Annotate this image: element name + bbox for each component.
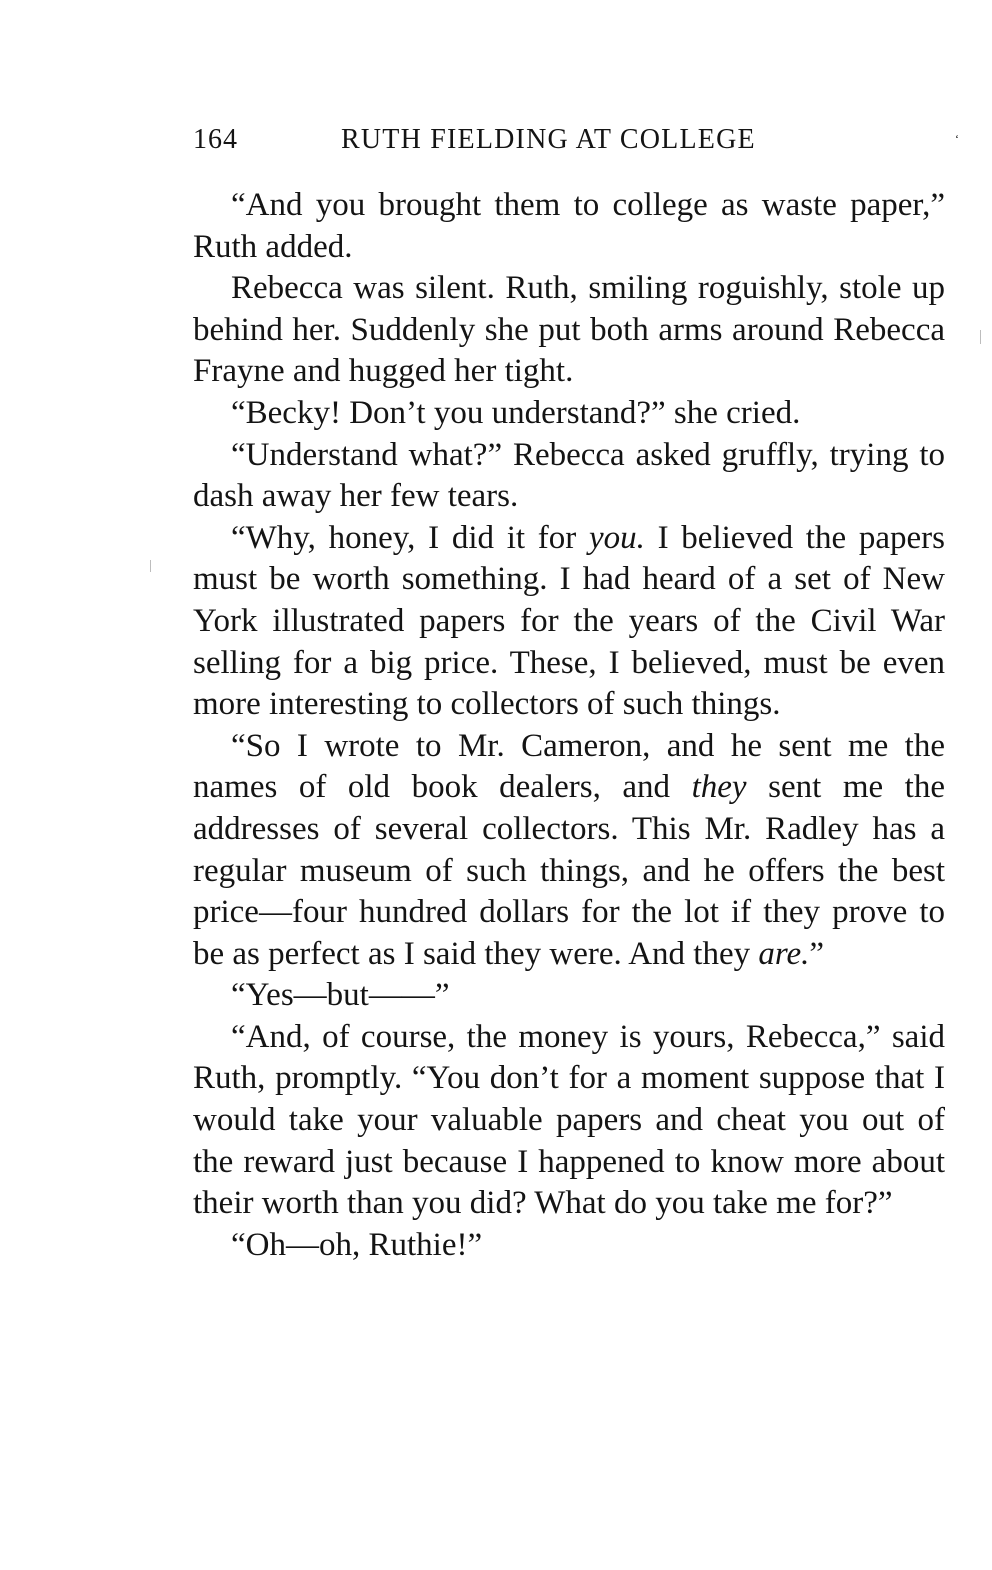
text-run: “So I wrote to Mr. Cameron, and he sent me the names of old book dealers, and [193,727,945,806]
text-run: I believed the papers must be worth something. I had heard of a set of New York illustrated papers for the years of the Civil War selling for a big price. These, I believed, must be even more interesting to collectors of such things. [193,519,945,723]
margin-mark-right [980,330,981,344]
text-run: “Why, honey, I did it for [231,519,589,556]
running-head [193,124,960,164]
paragraph [193,975,945,1017]
paragraph [193,1017,945,1225]
running-title: RUTH FIELDING AT COLLEGE [341,124,756,155]
paragraph [193,268,945,393]
text-run: “Oh—oh, Ruthie!” [231,1226,483,1263]
italic-text-run: you. [588,519,645,556]
text-run: ” [809,935,825,972]
page-number: 164 [193,124,238,155]
text-run: Rebecca was silent. Ruth, smiling roguishly, stole up behind her. Suddenly she put both arms around Rebecca Frayne and hugged her tight. [193,270,945,390]
text-run: “Understand what?” Rebecca asked gruffly, trying to dash away her few tears. [193,436,945,515]
body-text [193,185,945,1266]
paragraph [193,518,945,726]
text-run: “And, of course, the money is yours, Rebecca,” said Ruth, promptly. “You don’t for a moment suppose that I would take your valuable papers and cheat you out of the reward just because I happened to know more about their worth than you did? What do you take me for?” [193,1018,945,1222]
paragraph [193,393,945,435]
print-speck: ‘ [955,132,960,146]
text-run: “And you brought them to college as waste paper,” Ruth added. [193,187,945,265]
paragraph [193,185,945,268]
paragraph [193,726,945,976]
paragraph [193,1225,945,1267]
italic-text-run: they [691,769,747,806]
paragraph [193,435,945,518]
margin-mark-left [150,560,151,572]
text-run: “Becky! Don’t you understand?” she cried. [231,394,801,431]
text-run: “Yes—but——” [231,977,450,1014]
italic-text-run: are. [758,935,810,972]
text-run: sent me the addresses of several collectors. This Mr. Radley has a regular museum of such things, and he offers the best price—four hundred dollars for the lot if they prove to be as perfect as I said they were. And they [193,769,945,972]
